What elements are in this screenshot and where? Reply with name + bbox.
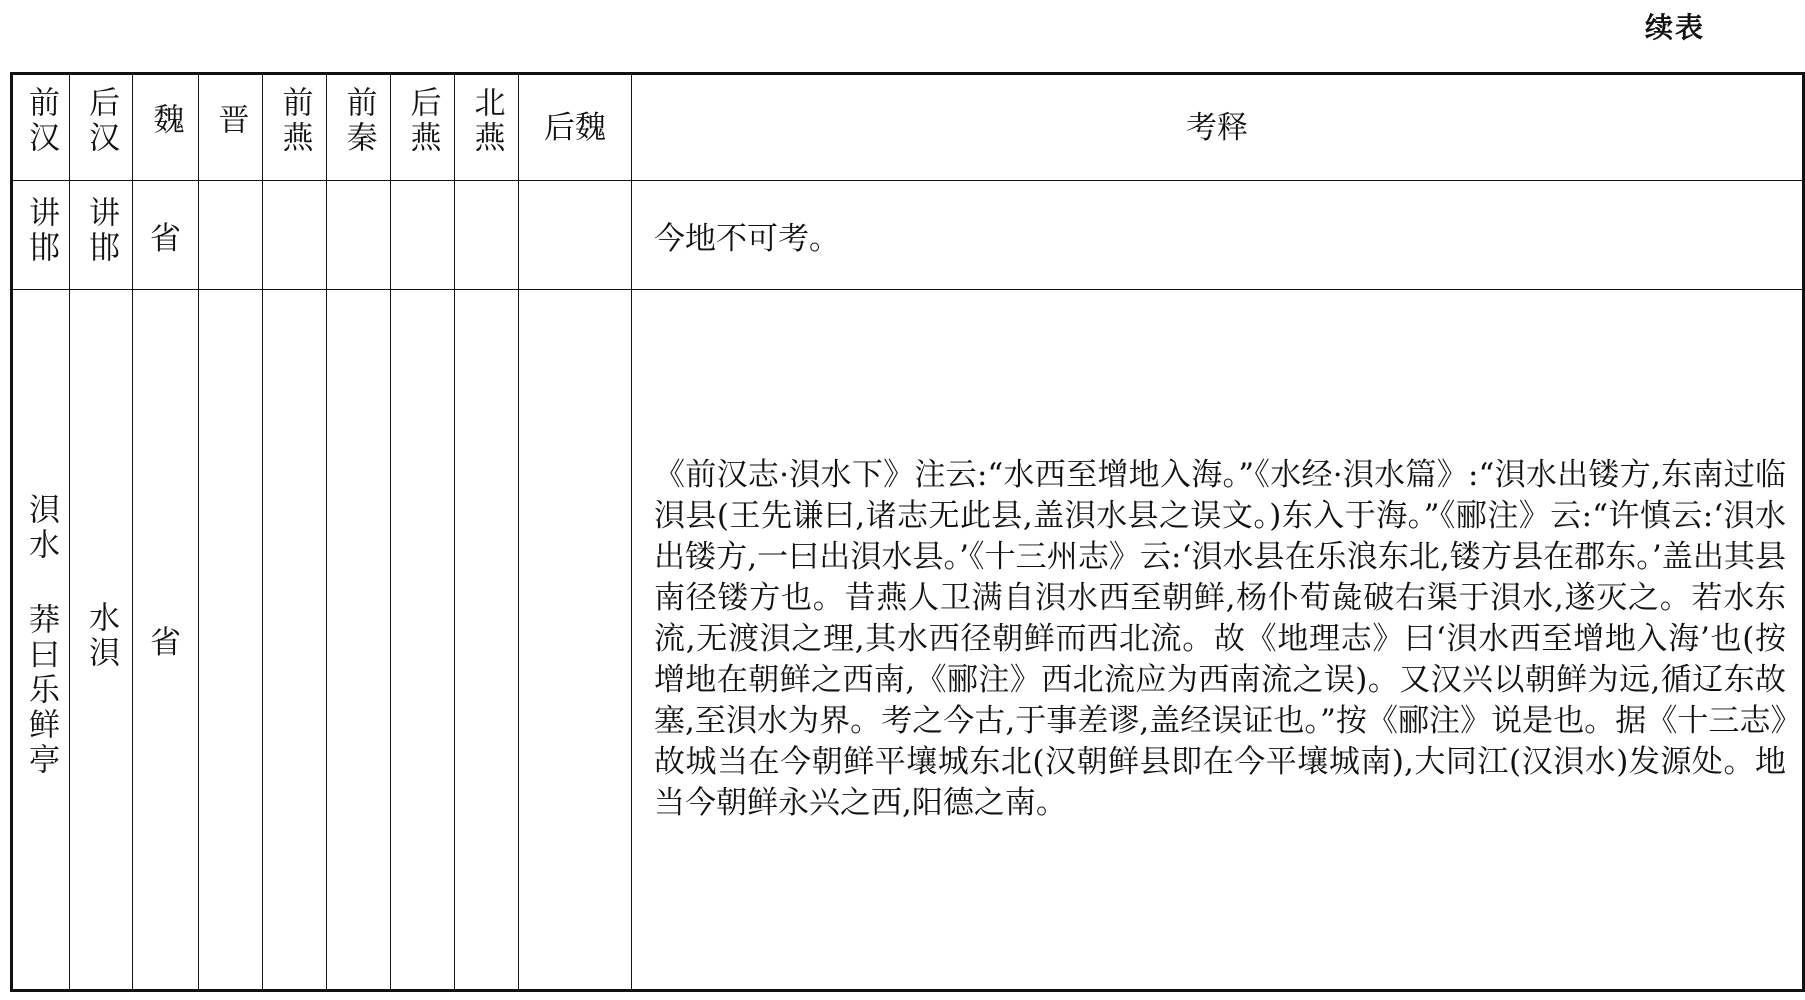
header-qianyan: 前燕: [263, 74, 327, 181]
header-houwei: 后魏: [519, 74, 632, 181]
cell-houhan: 讲邯: [70, 181, 133, 290]
cell-qianqin: [327, 181, 391, 290]
cell-beiyan: [455, 181, 519, 290]
header-notes: 考释: [632, 74, 1804, 181]
cell-qianhan: 讲邯: [12, 181, 70, 290]
header-wei: 魏: [133, 74, 199, 181]
cell-houyan: [391, 181, 455, 290]
cell-notes: 今地不可考。: [632, 181, 1804, 290]
cell-notes: 《前汉志·浿水下》注云:“水西至增地入海。”《水经·浿水篇》:“浿水出镂方,东南过临浿县(王先谦曰,诸志无此县,盖浿水县之误文。)东入于海。”《郦注》云:“许慎云:‘浿水出镂方,一曰出浿水县。’《十三州志》云:‘浿水县在乐浪东北,镂方县在郡东。’盖出其县南径镂方也。昔燕人卫满自浿水西至朝鲜,杨仆荀彘破右渠于浿水,遂灭之。若水东流,无渡浿之理,其水西径朝鲜而西北流。故《地理志》曰‘浿水西至增地入海’也(按增地在朝鲜之西南,《郦注》西北流应为西南流之误)。又汉兴以朝鲜为远,循辽东故塞,至浿水为界。考之今古,于事差谬,盖经误证也。”按《郦注》说是也。据《十三志》故城当在今朝鲜平壤城东北(汉朝鲜县即在今平壤城南),大同江(汉浿水)发源处。地当今朝鲜永兴之西,阳德之南。: [632, 290, 1804, 991]
cell-qianyan: [263, 290, 327, 991]
cell-qianyan: [263, 181, 327, 290]
cell-jin: [199, 181, 263, 290]
continued-table-label: 续表: [1645, 11, 1706, 44]
cell-houwei: [519, 181, 632, 290]
cell-wei: 省: [133, 290, 199, 991]
gazetteer-table: [10, 72, 1805, 992]
header-houyan: 后燕: [391, 74, 455, 181]
header-houhan: 后汉: [70, 74, 133, 181]
header-beiyan: 北燕: [455, 74, 519, 181]
table-row: [12, 181, 1804, 290]
header-qianhan: 前汉: [12, 74, 70, 181]
cell-wei: 省: [133, 181, 199, 290]
cell-houyan: [391, 290, 455, 991]
header-qianqin: 前秦: [327, 74, 391, 181]
cell-houwei: [519, 290, 632, 991]
cell-jin: [199, 290, 263, 991]
cell-qianhan: 浿水 莽曰乐鲜亭: [12, 290, 70, 991]
header-row: [12, 74, 1804, 181]
cell-beiyan: [455, 290, 519, 991]
cell-qianqin: [327, 290, 391, 991]
cell-houhan: 水浿: [70, 290, 133, 991]
table-row: [12, 290, 1804, 991]
header-jin: 晋: [199, 74, 263, 181]
